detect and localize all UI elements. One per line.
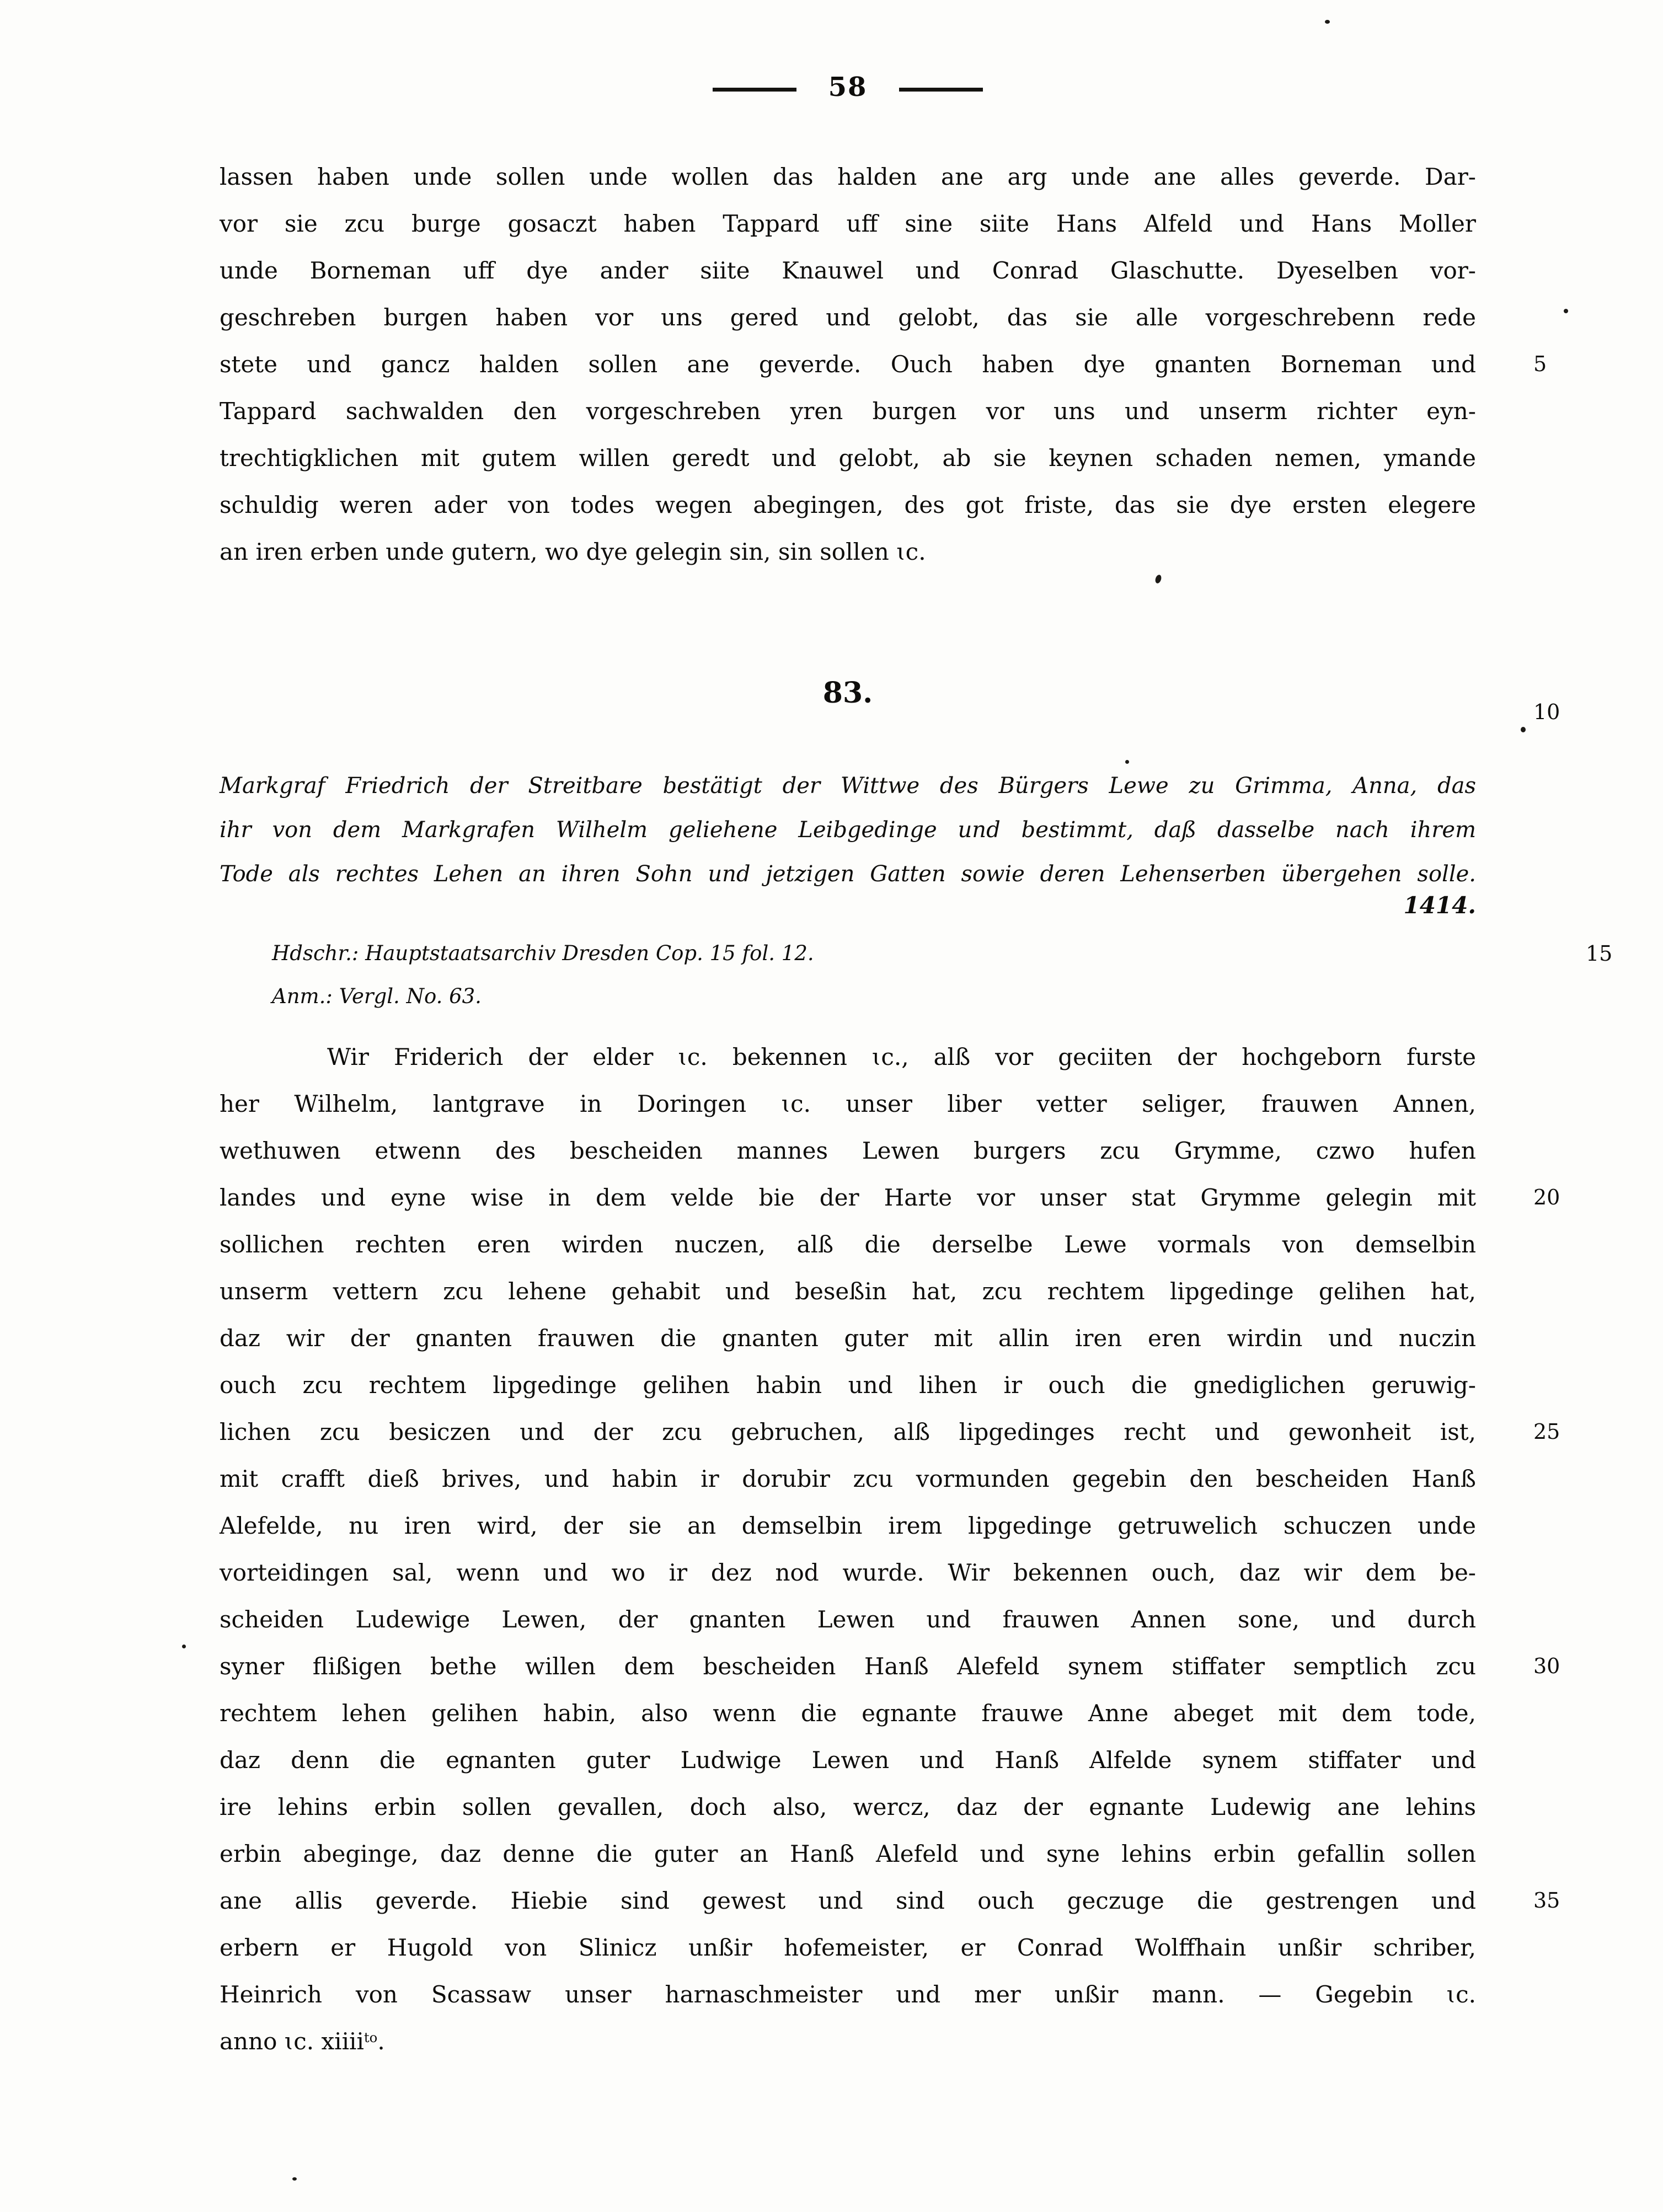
text-line [220, 200, 1476, 247]
line-text: scheiden Ludewige Lewen, der gnanten Lewen und frauwen Annen sone, und durch [220, 1606, 1476, 1633]
text-line [220, 153, 1476, 200]
body-line [220, 1596, 1476, 1643]
margin-line-number: 30 [1533, 1654, 1560, 1678]
line-text: an iren erben unde gutern, wo dye gelegin sin, sin sollen ɩc. [220, 538, 926, 565]
line-text: unserm vettern zcu lehene gehabit und beseßin hat, zcu rechtem lipgedinge gelihen hat, [220, 1278, 1476, 1305]
scan-speck [1564, 309, 1568, 313]
body-line [220, 1549, 1476, 1596]
body-line [220, 1971, 1476, 2018]
line-text: schuldig weren ader von todes wegen abegingen, des got friste, das sie dye ersten elegere [220, 491, 1476, 518]
line-text: Tode als rechtes Lehen an ihren Sohn und jetzigen Gatten sowie deren Lehenserben übergehen solle. [220, 861, 1476, 887]
header-rule-left [713, 88, 796, 92]
text-line [220, 481, 1476, 528]
line-text: syner flißigen bethe willen dem bescheiden Hanß Alefeld synem stiffater semptlich zcu [220, 1653, 1476, 1680]
line-text: trechtigklichen mit gutem willen geredt und gelobt, ab sie keynen schaden nemen, ymande [220, 444, 1476, 472]
text-line [220, 435, 1476, 481]
body-line [220, 1643, 1560, 1690]
text-line [220, 528, 1476, 575]
line-text: geschreben burgen haben vor uns gered und gelobt, das sie alle vorgeschrebenn rede [220, 304, 1476, 331]
body-line [220, 1877, 1560, 1924]
line-text: sollichen rechten eren wirden nuczen, alß die derselbe Lewe vormals von demselbin [220, 1231, 1476, 1258]
scan-speck [182, 1645, 186, 1648]
margin-line-number: 35 [1533, 1888, 1560, 1913]
line-text: vor sie zcu burge gosaczt haben Tappard uff sine siite Hans Alfeld und Hans Moller [220, 210, 1476, 237]
line-text: wethuwen etwenn des bescheiden mannes Lewen burgers zcu Grymme, czwo hufen [220, 1137, 1476, 1164]
line-text: erbin abeginge, daz denne die guter an Hanß Alefeld und syne lehins erbin gefallin sollen [220, 1840, 1476, 1867]
line-text: daz denn die egnanten guter Ludwige Lewen und Hanß Alfelde synem stiffater und [220, 1747, 1476, 1774]
regest-line [220, 808, 1476, 852]
body-line [220, 1174, 1560, 1221]
body-line [220, 2018, 1476, 2065]
line-text: ane allis geverde. Hiebie sind gewest und sind ouch geczuge die gestrengen und [220, 1887, 1476, 1914]
body-line [220, 1080, 1476, 1127]
line-text: mit crafft dieß brives, und habin ir dorubir zcu vormunden gegebin den bescheiden Hanß [220, 1465, 1476, 1492]
line-text: landes und eyne wise in dem velde bie der Harte vor unser stat Grymme gelegin mit [220, 1184, 1476, 1211]
text-line [220, 294, 1476, 341]
line-text: lichen zcu besiczen und der zcu gebruchen, alß lipgedinges recht und gewonheit ist, [220, 1418, 1476, 1445]
line-text: ire lehins erbin sollen gevallen, doch also, wercz, daz der egnante Ludewig ane lehins [220, 1793, 1476, 1820]
body-line [220, 1455, 1476, 1502]
line-text: Tappard sachwalden den vorgeschreben yren burgen vor uns und unserm richter eyn- [220, 398, 1476, 425]
entry-heading [220, 668, 1560, 724]
body-line [220, 1830, 1476, 1877]
line-text: Wir Friderich der elder ɩc. bekennen ɩc., alß vor geciiten der hochgeborn furste [327, 1043, 1476, 1070]
source-line [220, 932, 1613, 975]
line-text: Alefelde, nu iren wird, der sie an demselbin irem lipgedinge getruwelich schuczen unde [220, 1512, 1476, 1539]
page-header [220, 65, 1476, 109]
body-line [220, 1221, 1476, 1268]
line-text: lassen haben unde sollen unde wollen das halden ane arg unde ane alles geverde. Dar- [220, 163, 1476, 190]
line-text: Heinrich von Scassaw unser harnaschmeister und mer unßir mann. — Gegebin ɩc. [220, 1981, 1476, 2008]
line-text: ihr von dem Markgrafen Wilhelm geliehene Leibgedinge und bestimmt, daß dasselbe nach ihrem [220, 817, 1476, 843]
line-text: stete und gancz halden sollen ane geverde. Ouch haben dye gnanten Borneman und [220, 351, 1476, 378]
body-line [220, 1033, 1476, 1080]
entry-date: 1414. [1403, 892, 1476, 919]
entry-body [220, 1033, 1560, 2065]
scan-speck [1154, 574, 1162, 584]
entry-source-notes [220, 932, 1613, 1018]
line-text: vorteidingen sal, wenn und wo ir dez nod wurde. Wir bekennen ouch, daz wir dem be- [220, 1559, 1476, 1586]
line-text: daz wir der gnanten frauwen die gnanten guter mit allin iren eren wirdin und nuczin [220, 1325, 1476, 1352]
scan-speck [292, 2177, 297, 2181]
margin-line-number: 5 [1533, 352, 1547, 376]
body-line [220, 1268, 1476, 1315]
scan-speck [1325, 20, 1330, 24]
entry-regest [220, 764, 1476, 896]
line-text: rechtem lehen gelihen habin, also wenn die egnante frauwe Anne abeget mit dem tode, [220, 1700, 1476, 1727]
body-line [220, 1315, 1476, 1362]
body-line [220, 1783, 1476, 1830]
line-text: ouch zcu rechtem lipgedinge gelihen habin und lihen ir ouch die gnediglichen geruwig- [220, 1372, 1476, 1399]
continuation-paragraph [220, 153, 1547, 575]
text-line [220, 341, 1547, 388]
line-text: erbern er Hugold von Slinicz unßir hofemeister, er Conrad Wolffhain unßir schriber, [220, 1934, 1476, 1961]
header-rule-right [899, 88, 983, 92]
line-text: Anm.: Vergl. No. 63. [272, 984, 482, 1008]
page-number: 58 [828, 72, 868, 103]
line-text: her Wilhelm, lantgrave in Doringen ɩc. unser liber vetter seliger, frauwen Annen, [220, 1090, 1476, 1117]
line-text: Hdschr.: Hauptstaatsarchiv Dresden Cop. 15 fol. 12. [272, 941, 814, 965]
body-line [220, 1924, 1476, 1971]
entry-number: 83. [822, 676, 873, 710]
line-text: anno ɩc. xiiii$^{to}$. [220, 2028, 385, 2055]
scan-speck [1125, 760, 1129, 764]
heading-margin-line-number: 10 [1533, 700, 1560, 724]
margin-line-number: 15 [1586, 941, 1613, 966]
margin-line-number: 25 [1533, 1420, 1560, 1444]
source-line [220, 975, 1476, 1018]
body-line [220, 1690, 1476, 1737]
body-line [220, 1408, 1560, 1455]
text-line [220, 247, 1476, 294]
body-line [220, 1737, 1476, 1783]
body-line [220, 1127, 1476, 1174]
scan-speck [1521, 727, 1526, 732]
body-line [220, 1502, 1476, 1549]
regest-line [220, 764, 1476, 808]
body-line [220, 1362, 1476, 1408]
margin-line-number: 20 [1533, 1185, 1560, 1209]
line-text: Markgraf Friedrich der Streitbare bestätigt der Wittwe des Bürgers Lewe zu Grimma, Anna, das [220, 773, 1476, 799]
line-text: unde Borneman uff dye ander siite Knauwel und Conrad Glaschutte. Dyeselben vor- [220, 257, 1476, 284]
text-line [220, 388, 1476, 435]
